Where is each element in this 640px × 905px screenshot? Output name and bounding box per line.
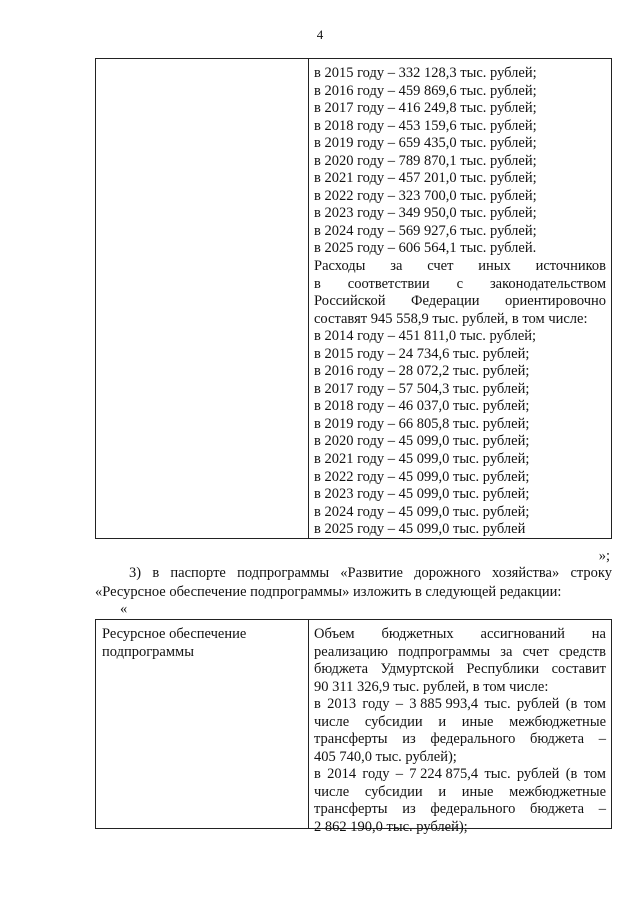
word: Республики (466, 661, 540, 678)
word: 2014 (327, 766, 357, 783)
paragraph-last-line: 2 862 190,0 тыс. рублей); (314, 819, 468, 836)
list-item: в 2017 году – 416 249,8 тыс. рублей; (314, 100, 537, 117)
table-right-cell (314, 626, 606, 837)
budget-years-list (314, 65, 606, 258)
table-column-divider (308, 59, 309, 538)
closing-quote: »; (598, 548, 610, 564)
list-item: в 2018 году – 453 159,6 тыс. рублей; (314, 117, 537, 134)
list-item: в 2023 году – 349 950,0 тыс. рублей; (314, 205, 537, 222)
table-column-divider (308, 620, 309, 828)
word: счет (522, 643, 549, 660)
resource-table-continuation (95, 58, 612, 539)
resource-table-new (95, 619, 612, 836)
word: бюджетных (381, 626, 454, 642)
word: иные (461, 713, 494, 730)
justified-line (314, 626, 606, 644)
word: межбюджетные (509, 783, 606, 800)
word: – (395, 696, 403, 713)
justified-line (314, 801, 606, 819)
list-item: в 2023 году – 45 099,0 тыс. рублей; (314, 486, 530, 503)
word: рублей (516, 696, 560, 713)
word: тыс. (484, 696, 511, 713)
justified-line (314, 731, 606, 749)
justified-line (314, 661, 606, 679)
word: иные (461, 783, 494, 800)
other-sources-years-list (314, 328, 606, 539)
table-left-cell: Ресурсное обеспечение подпрограммы (102, 626, 247, 660)
word: числе (314, 783, 350, 800)
word: том (583, 696, 606, 713)
word: Федерации (411, 293, 480, 310)
word: в (314, 766, 321, 783)
word: – (598, 801, 606, 818)
word: Российской (314, 293, 386, 310)
word: ассигнований (480, 626, 565, 642)
word: (в (565, 696, 578, 713)
word: 3 885 993,4 (409, 696, 479, 713)
word: 2013 (327, 696, 357, 713)
word: соответствии (347, 275, 430, 292)
word: иных (478, 258, 511, 275)
list-item: в 2017 году – 57 504,3 тыс. рублей; (314, 380, 530, 397)
word: ориентировочно (505, 293, 606, 310)
paragraph-last-line: 405 740,0 тыс. рублей); (314, 748, 457, 765)
word: – (395, 766, 403, 783)
amendment-paragraph: 3) в паспорте подпрограммы «Развитие дорожного хозяйства» строку «Ресурсное обеспечение подпрограммы» изложить в следующей редакции: (95, 565, 612, 600)
word: источников (535, 258, 606, 275)
word: бюджета (314, 661, 369, 678)
list-item: в 2019 году – 659 435,0 тыс. рублей; (314, 135, 537, 152)
justified-line (314, 784, 606, 802)
word: году (362, 766, 390, 783)
justified-line (314, 696, 606, 714)
word: составит (551, 661, 606, 678)
word: году (362, 696, 390, 713)
list-item: в 2015 году – 24 734,6 тыс. рублей; (314, 345, 530, 362)
word: Объем (314, 626, 355, 642)
justified-line (314, 644, 606, 662)
word: за (500, 643, 513, 660)
word: из (402, 731, 416, 748)
word: (в (565, 766, 578, 783)
word: на (591, 626, 606, 642)
word: рублей (516, 766, 560, 783)
word: тыс. (484, 766, 511, 783)
word: с (456, 275, 464, 292)
word: том (583, 766, 606, 783)
word: средств (559, 643, 606, 660)
opening-quote: « (120, 601, 128, 617)
word: субсидии (364, 713, 423, 730)
list-item: в 2021 году – 45 099,0 тыс. рублей; (314, 451, 530, 468)
total-line: 90 311 326,9 тыс. рублей, в том числе: (314, 678, 549, 695)
justified-line (314, 766, 606, 784)
list-item: в 2024 году – 45 099,0 тыс. рублей; (314, 503, 530, 520)
list-item: в 2024 году – 569 927,6 тыс. рублей; (314, 222, 537, 239)
justified-line (314, 714, 606, 732)
word: счет (427, 258, 454, 275)
list-item: в 2022 году – 45 099,0 тыс. рублей; (314, 468, 530, 485)
justified-line (314, 276, 606, 294)
list-item: в 2019 году – 66 805,8 тыс. рублей; (314, 415, 530, 432)
word: бюджета (529, 731, 585, 748)
word: в (314, 275, 321, 292)
word: межбюджетные (509, 713, 606, 730)
list-item: в 2020 году – 45 099,0 тыс. рублей; (314, 433, 530, 450)
list-item: в 2021 году – 457 201,0 тыс. рублей; (314, 170, 537, 187)
word: бюджета (529, 801, 585, 818)
list-item: в 2018 году – 46 037,0 тыс. рублей; (314, 398, 530, 415)
list-item: в 2020 году – 789 870,1 тыс. рублей; (314, 152, 537, 169)
word: реализацию (314, 643, 388, 660)
list-item: в 2015 году – 332 128,3 тыс. рублей; (314, 65, 537, 81)
word: субсидии (364, 783, 423, 800)
word: законодательством (489, 275, 606, 292)
word: федерального (430, 801, 516, 818)
word: и (438, 783, 447, 800)
word: из (402, 801, 416, 818)
word: и (438, 713, 447, 730)
justified-line (314, 258, 606, 276)
list-item: в 2014 году – 451 811,0 тыс. рублей; (314, 328, 537, 345)
list-item: в 2025 году – 45 099,0 тыс. рублей (314, 521, 526, 538)
list-item: в 2022 году – 323 700,0 тыс. рублей; (314, 187, 537, 204)
word: 7 224 875,4 (409, 766, 479, 783)
word: трансферты (314, 731, 388, 748)
other-sources-paragraph (314, 258, 606, 328)
justified-line (314, 293, 606, 311)
word: в (314, 696, 321, 713)
list-item: в 2025 году – 606 564,1 тыс. рублей. (314, 240, 537, 257)
word: – (598, 731, 606, 748)
word: Удмуртской (380, 661, 454, 678)
word: федерального (430, 731, 516, 748)
page-number: 4 (316, 27, 324, 42)
word: за (390, 258, 403, 275)
list-item: в 2016 году – 459 869,6 тыс. рублей; (314, 82, 537, 99)
word: Расходы (314, 258, 366, 275)
word: трансферты (314, 801, 388, 818)
list-item: в 2016 году – 28 072,2 тыс. рублей; (314, 363, 530, 380)
word: числе (314, 713, 350, 730)
table-right-cell (314, 65, 606, 539)
paragraph-last-line: составят 945 558,9 тыс. рублей, в том числе: (314, 310, 588, 327)
word: подпрограммы (398, 643, 491, 660)
